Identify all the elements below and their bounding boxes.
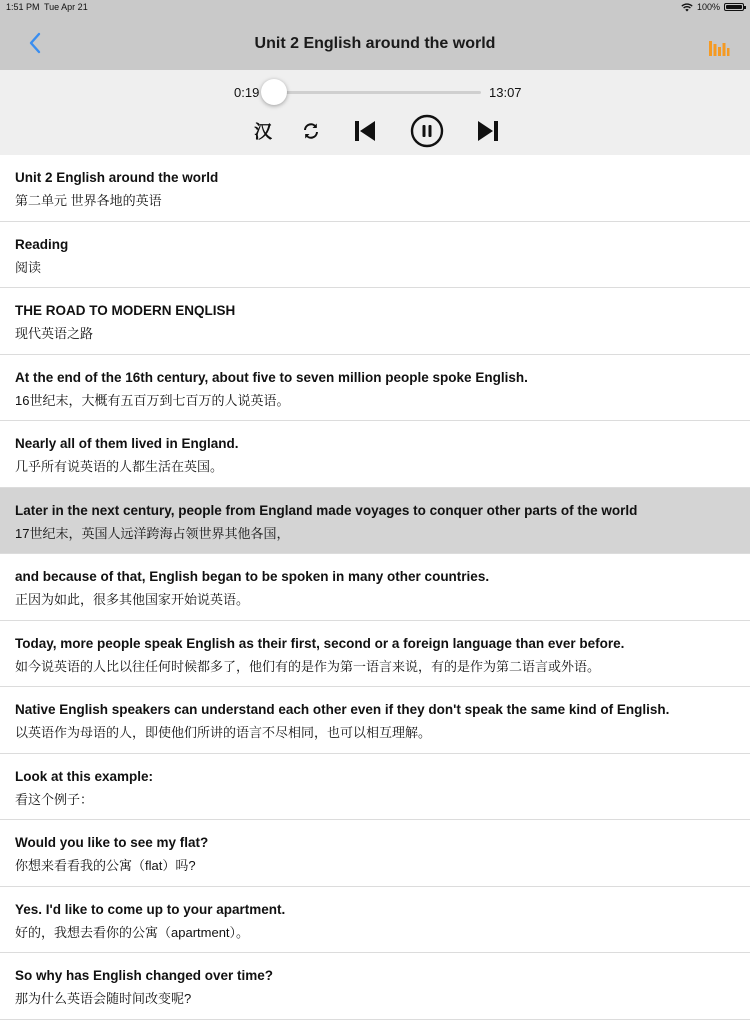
pause-button[interactable]	[409, 113, 445, 149]
sentence-row[interactable]	[0, 155, 750, 222]
sentence-row[interactable]	[0, 222, 750, 289]
sentence-chinese: 好的，我想去看你的公寓（apartment）。	[15, 924, 250, 940]
sentence-english: At the end of the 16th century, about five to seven million people spoke English.	[15, 369, 528, 385]
progress-slider[interactable]	[269, 91, 481, 94]
previous-button[interactable]	[351, 116, 379, 146]
sentence-english: Unit 2 English around the world	[15, 170, 219, 185]
sentence-row[interactable]	[0, 421, 750, 488]
status-right	[681, 0, 744, 14]
sentence-row[interactable]	[0, 554, 750, 621]
bar-chart-icon	[708, 38, 730, 58]
sentence-chinese: 你想来看看我的公寓（flat）吗?	[15, 858, 196, 873]
sentence-row[interactable]	[0, 887, 750, 954]
sentence-english: Later in the next century, people from England made voyages to conquer other parts of the world	[15, 502, 638, 518]
sentence-english: So why has English changed over time?	[15, 968, 274, 983]
wifi-icon	[681, 3, 693, 12]
sentence-english: Nearly all of them lived in England.	[15, 436, 239, 451]
audio-player	[0, 70, 750, 155]
next-button[interactable]	[474, 116, 502, 146]
sentence-chinese: 17世纪末，英国人远洋跨海占领世界其他各国，	[15, 525, 290, 541]
sentence-english: THE ROAD TO MODERN ENQLISH	[15, 303, 236, 318]
sentence-chinese: 那为什么英语会随时间改变呢?	[15, 991, 192, 1006]
status-bar	[0, 0, 750, 14]
sentence-english: Native English speakers can understand each other even if they don't speak the same kind of English.	[15, 702, 670, 717]
sentence-chinese: 看这个例子：	[15, 791, 94, 807]
sentence-english: Yes. I'd like to come up to your apartment.	[15, 901, 286, 917]
repeat-icon	[301, 121, 321, 141]
navigation-bar	[0, 14, 750, 70]
sentence-english: Today, more people speak English as their first, second or a foreign language than ever before.	[15, 635, 625, 651]
current-time: 0:19	[234, 85, 260, 100]
sentence-chinese: 现代英语之路	[15, 326, 94, 341]
sentence-english: Look at this example:	[15, 768, 154, 784]
sentence-row[interactable]	[0, 488, 750, 555]
battery-icon	[724, 3, 744, 11]
progress-thumb[interactable]	[261, 79, 287, 105]
sentence-chinese: 阅读	[15, 259, 42, 275]
sentence-chinese: 16世纪末，大概有五百万到七百万的人说英语。	[15, 392, 290, 408]
sentence-row[interactable]	[0, 621, 750, 688]
sentence-row[interactable]	[0, 820, 750, 887]
sentence-row[interactable]	[0, 687, 750, 754]
pause-icon	[410, 114, 444, 148]
status-date: Tue Apr 21	[44, 2, 88, 12]
sentence-chinese: 正因为如此，很多其他国家开始说英语。	[15, 592, 250, 607]
sentence-row[interactable]	[0, 754, 750, 821]
sentence-english: Would you like to see my flat?	[15, 835, 209, 850]
status-time: 1:51 PM	[6, 2, 40, 12]
sentence-row[interactable]	[0, 288, 750, 355]
sentence-chinese: 以英语作为母语的人，即使他们所讲的语言不尽相同，也可以相互理解。	[15, 725, 432, 740]
sentence-list	[0, 155, 750, 1020]
repeat-button[interactable]	[298, 116, 324, 146]
sentence-row[interactable]	[0, 355, 750, 422]
skip-previous-icon	[353, 120, 377, 142]
sentence-chinese: 几乎所有说英语的人都生活在英国。	[15, 459, 224, 474]
sentence-row[interactable]	[0, 953, 750, 1020]
page-title: Unit 2 English around the world	[254, 35, 496, 52]
sentence-chinese: 如今说英语的人比以往任何时候都多了，他们有的是作为第一语言来说，有的是作为第二语言或外语。	[15, 658, 601, 674]
skip-next-icon	[476, 120, 500, 142]
chinese-toggle-button[interactable]: 汉	[254, 122, 272, 142]
sentence-english: Reading	[15, 236, 69, 252]
battery-percent: 100%	[696, 2, 720, 12]
total-time: 13:07	[489, 85, 522, 100]
sentence-english: and because of that, English began to be spoken in many other countries.	[15, 569, 490, 584]
sentence-chinese: 第二单元 世界各地的英语	[15, 193, 162, 208]
chart-button[interactable]	[708, 38, 730, 58]
